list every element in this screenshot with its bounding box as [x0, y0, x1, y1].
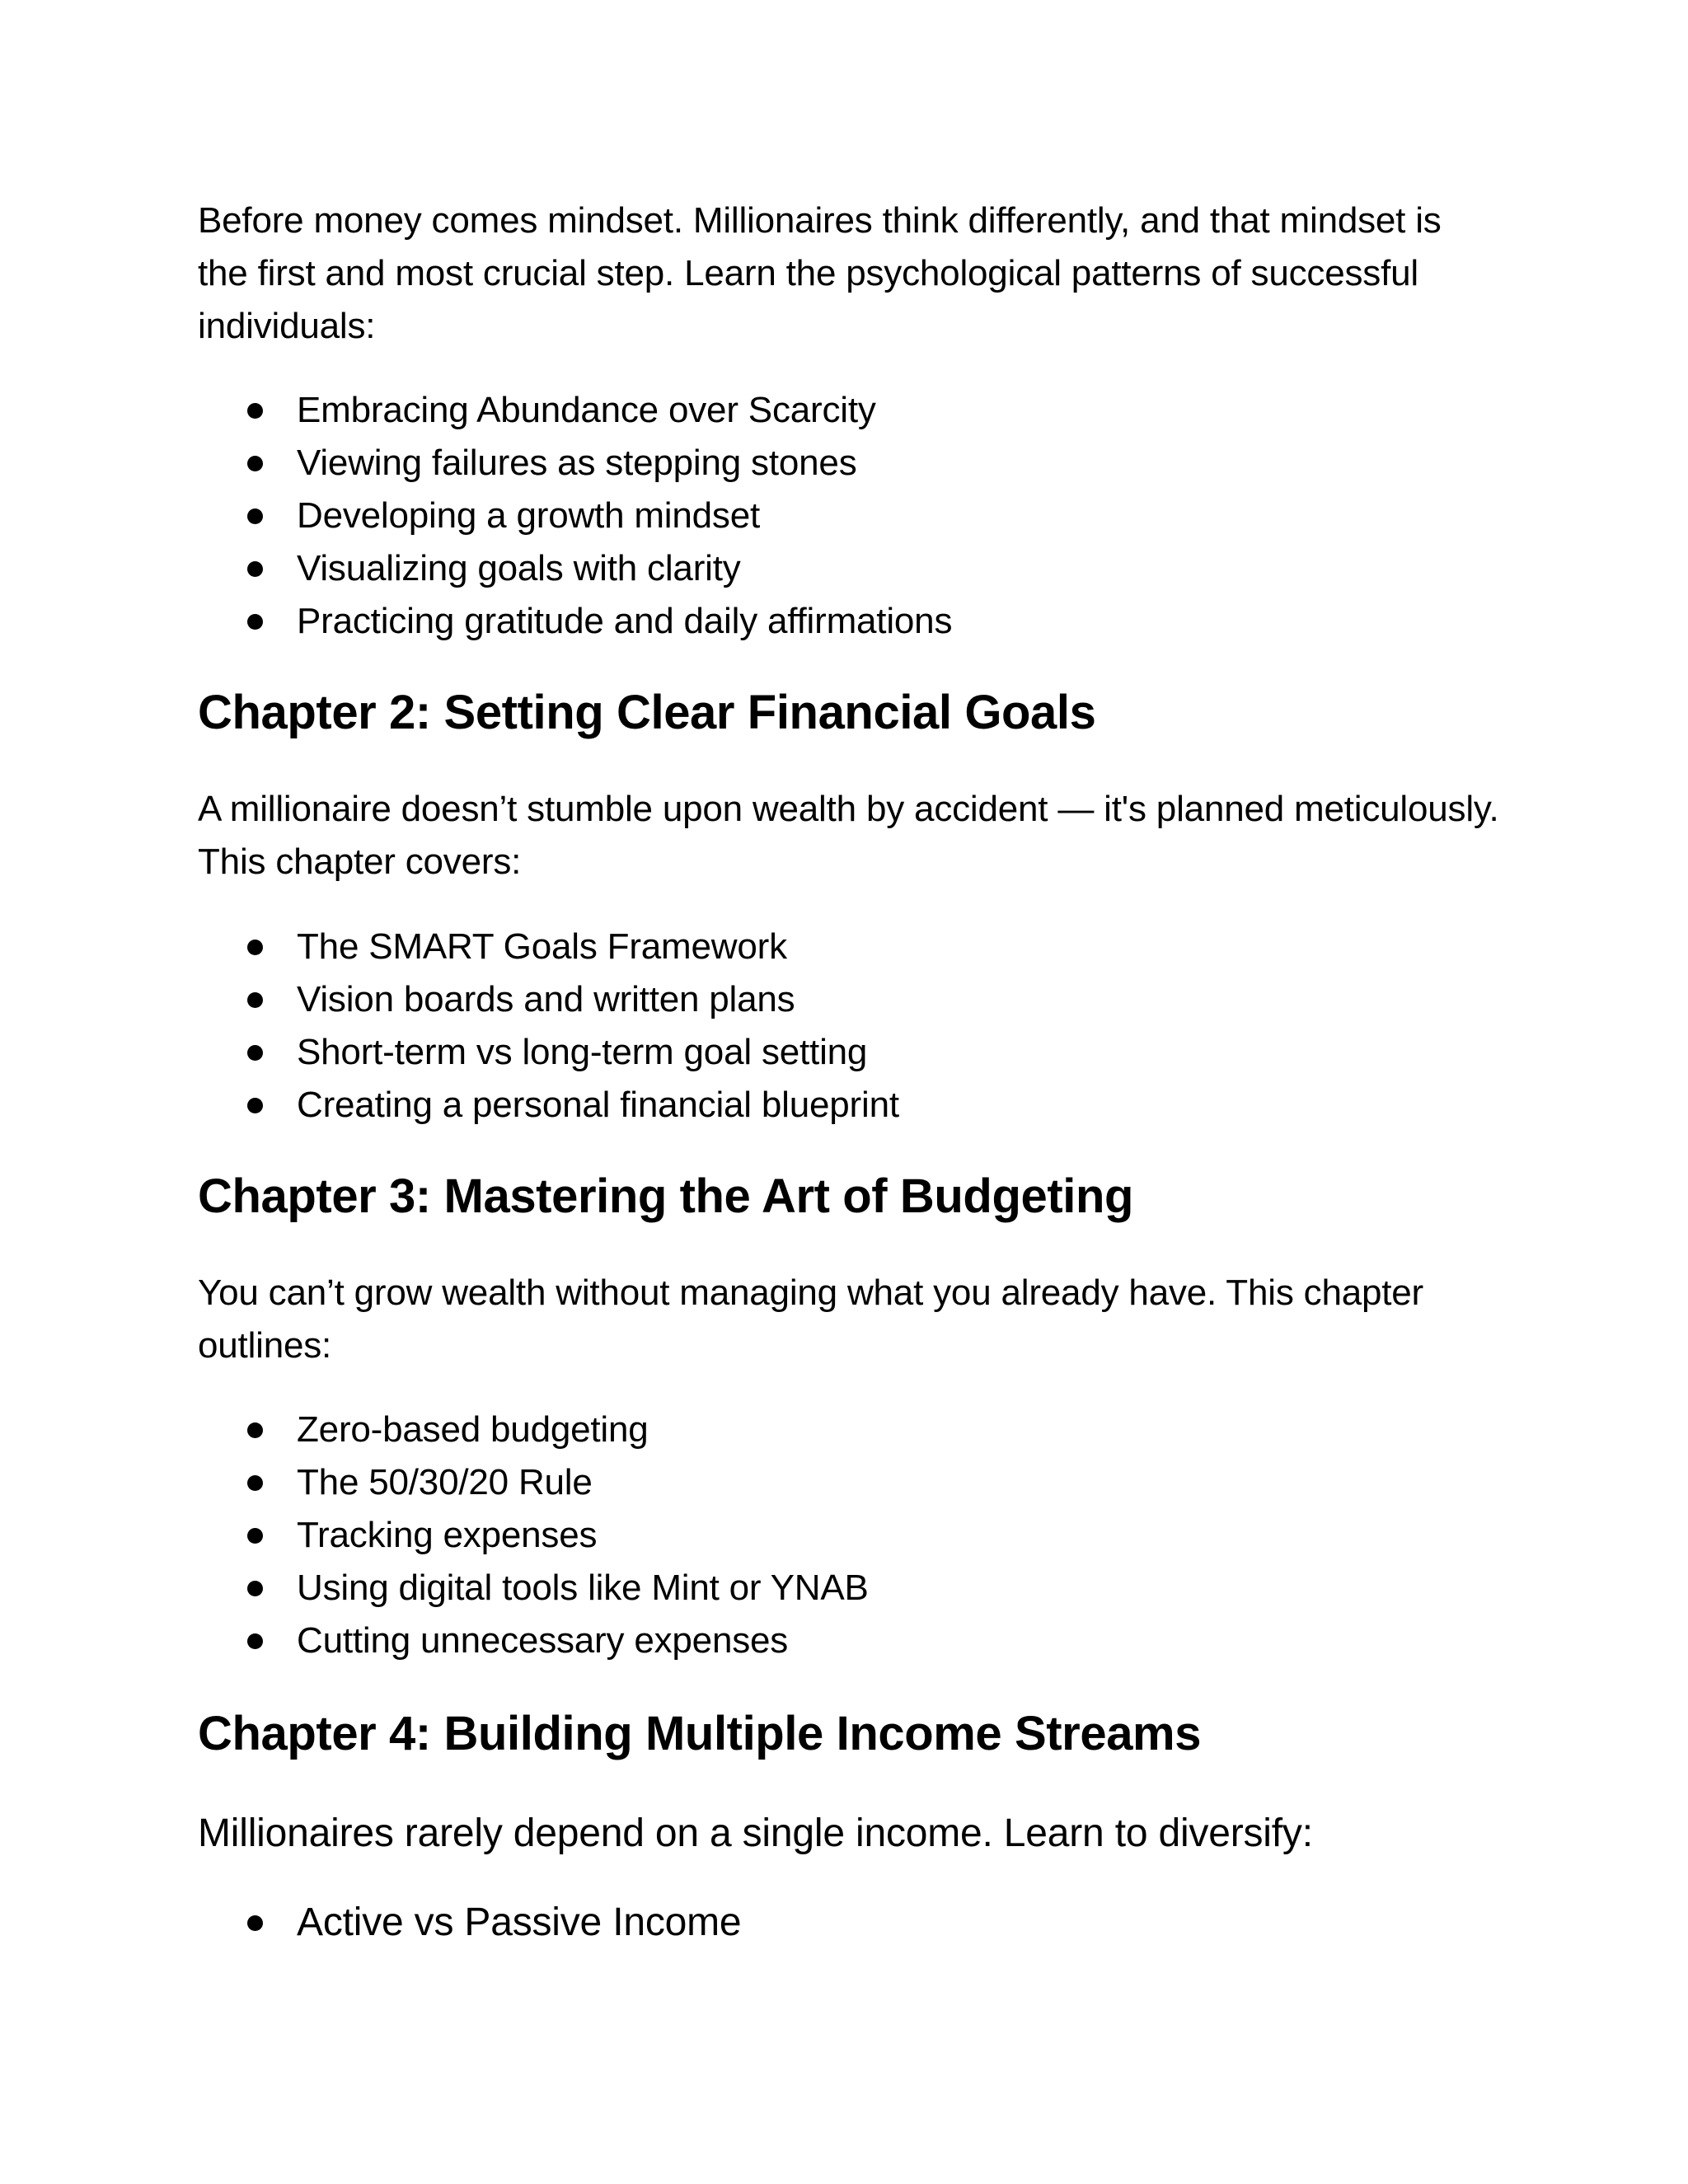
list-item	[247, 437, 952, 490]
bullet-icon	[247, 456, 263, 471]
bullet-icon	[247, 1475, 263, 1491]
list-item-text: Embracing Abundance over Scarcity	[297, 390, 876, 430]
list-item-text: Visualizing goals with clarity	[297, 548, 741, 588]
list-item	[247, 1079, 899, 1132]
bullet-icon	[247, 1098, 263, 1113]
chapter3-intro-paragraph: You can’t grow wealth without managing what you already have. This chapter outlines:	[198, 1272, 1424, 1366]
bullet-icon	[247, 992, 263, 1008]
chapter4-heading: Chapter 4: Building Multiple Income Streams	[198, 1707, 1202, 1760]
list-item-text: Developing a growth mindset	[297, 495, 761, 536]
chapter2-bullet-list	[247, 921, 899, 1132]
list-item	[247, 1456, 869, 1509]
list-item	[247, 1615, 869, 1667]
list-item	[247, 1404, 869, 1456]
list-item-text: Zero-based budgeting	[297, 1409, 649, 1450]
list-item	[247, 595, 952, 648]
list-item-text: Active vs Passive Income	[297, 1900, 742, 1944]
list-item	[247, 384, 952, 437]
chapter3-heading: Chapter 3: Mastering the Art of Budgeting	[198, 1169, 1134, 1223]
bullet-icon	[247, 1045, 263, 1061]
list-item	[247, 1894, 741, 1952]
bullet-icon	[247, 561, 263, 577]
chapter1-intro-paragraph: Before money comes mindset. Millionaires think differently, and that mindset is the first and most crucial step. Learn the psychological patterns of successful individuals:	[198, 200, 1442, 346]
chapter4-intro-paragraph: Millionaires rarely depend on a single income. Learn to diversify:	[198, 1811, 1313, 1855]
list-item	[247, 921, 899, 973]
list-item-text: Viewing failures as stepping stones	[297, 443, 857, 483]
bullet-icon	[247, 1633, 263, 1649]
bullet-icon	[247, 1528, 263, 1544]
list-item-text: The SMART Goals Framework	[297, 926, 787, 967]
list-item-text: Short-term vs long-term goal setting	[297, 1032, 868, 1072]
bullet-icon	[247, 1581, 263, 1596]
list-item	[247, 1562, 869, 1615]
chapter2-heading: Chapter 2: Setting Clear Financial Goals	[198, 686, 1096, 739]
list-item-text: Practicing gratitude and daily affirmations	[297, 601, 953, 641]
bullet-icon	[247, 940, 263, 955]
list-item	[247, 1509, 869, 1562]
chapter3-bullet-list	[247, 1404, 869, 1667]
bullet-icon	[247, 403, 263, 419]
list-item	[247, 542, 952, 595]
chapter4-bullet-list	[247, 1894, 741, 1952]
chapter2-intro-paragraph: A millionaire doesn’t stumble upon wealth by accident — it's planned meticulously. This chapter covers:	[198, 789, 1499, 882]
list-item-text: Vision boards and written plans	[297, 979, 795, 1019]
list-item-text: Tracking expenses	[297, 1515, 598, 1555]
list-item-text: Cutting unnecessary expenses	[297, 1620, 789, 1661]
list-item-text: Using digital tools like Mint or YNAB	[297, 1568, 869, 1608]
list-item	[247, 490, 952, 542]
bullet-icon	[247, 1422, 263, 1438]
list-item	[247, 1026, 899, 1079]
list-item-text: Creating a personal financial blueprint	[297, 1085, 899, 1125]
bullet-icon	[247, 1915, 263, 1931]
list-item-text: The 50/30/20 Rule	[297, 1462, 593, 1502]
chapter1-bullet-list	[247, 384, 952, 648]
bullet-icon	[247, 509, 263, 524]
bullet-icon	[247, 614, 263, 630]
list-item	[247, 973, 899, 1026]
